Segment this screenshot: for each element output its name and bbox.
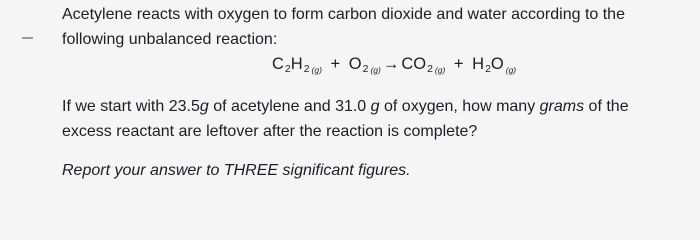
state-label: (g) xyxy=(505,65,517,75)
carbon-symbol: C xyxy=(272,55,284,73)
hydrogen-subscript: 2 xyxy=(303,63,310,75)
plus-sign: + xyxy=(330,55,341,73)
instruction-text: Report your answer to THREE significant figures. xyxy=(62,162,411,179)
co-subscript: 2 xyxy=(427,63,433,75)
body-part-2: of acetylene and 31.0 xyxy=(208,98,371,115)
margin-dash xyxy=(22,37,33,39)
plus-sign: + xyxy=(453,55,464,73)
intro-line-2: following unbalanced reaction: xyxy=(62,31,278,48)
body-part-3: of oxygen, how many xyxy=(379,98,540,115)
unit-g: g xyxy=(370,98,380,115)
reaction-arrow: → xyxy=(382,55,400,73)
state-label: (g) xyxy=(311,65,322,75)
unit-g: g xyxy=(199,98,209,115)
body-line-2: excess reactant are leftover after the reaction is complete? xyxy=(62,123,478,140)
grams-emphasis: grams xyxy=(539,98,585,115)
chemical-equation xyxy=(272,53,516,81)
oxygen-subscript: 2 xyxy=(362,63,369,75)
body-part-4: of the xyxy=(584,98,629,115)
oxygen-symbol: O xyxy=(348,55,362,73)
intro-line-1: Acetylene reacts with oxygen to form carbon dioxide and water according to the xyxy=(62,6,625,23)
water-subscript: 2 xyxy=(485,63,491,75)
intro-text xyxy=(62,2,625,52)
hydrogen-symbol: H xyxy=(290,55,303,73)
carbon-subscript: 2 xyxy=(284,63,291,75)
question-body xyxy=(62,94,629,144)
question-card xyxy=(22,0,700,195)
body-part-1: If we start with 23.5 xyxy=(62,98,200,115)
state-label: (g) xyxy=(370,65,381,75)
water-hydrogen-symbol: H xyxy=(472,55,485,73)
state-label: (g) xyxy=(434,65,446,75)
water-oxygen-symbol: O xyxy=(490,55,504,73)
co-symbol: CO xyxy=(401,55,427,73)
